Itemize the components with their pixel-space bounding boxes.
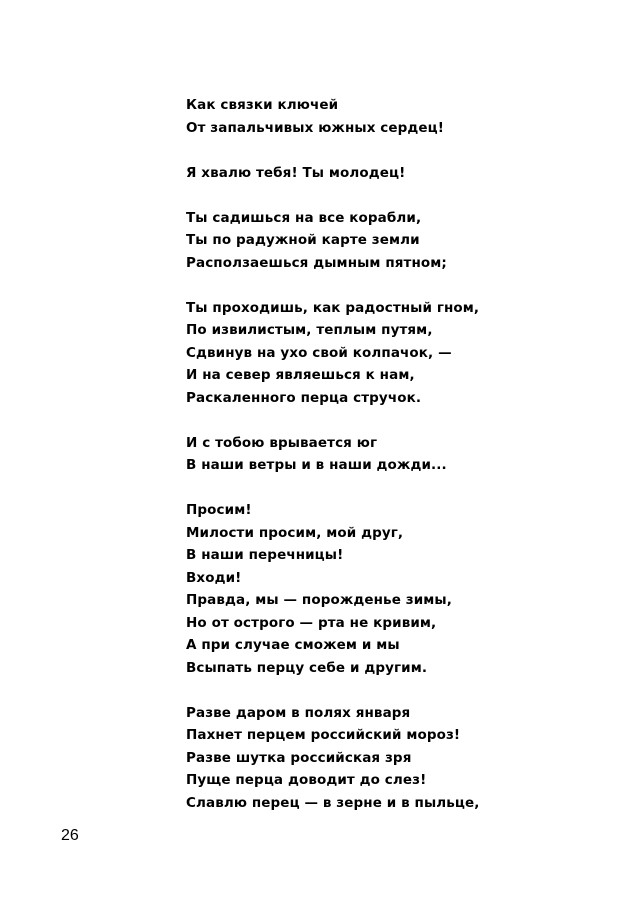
poem-line: В наши ветры и в наши дожди... xyxy=(186,457,447,473)
poem-line: Разве шутка российская зря xyxy=(186,749,412,766)
poem-line: Славлю перец — в зерне и в пыльце, xyxy=(186,794,480,811)
poem-line: Но от острого — рта не кривим, xyxy=(186,614,437,631)
poem-line: И с тобою врывается юг xyxy=(186,434,378,451)
poem-line: Разве даром в полях января xyxy=(186,704,411,721)
poem-line: Входи! xyxy=(186,569,242,586)
poem-line: Милости просим, мой друг, xyxy=(186,524,404,541)
page-number: 26 xyxy=(61,827,79,844)
poem-line: Я хвалю тебя! Ты молодец! xyxy=(186,164,406,181)
poem-stanza xyxy=(186,162,626,185)
poem-line: И на север являешься к нам, xyxy=(186,367,415,383)
poem-line: Расползаешься дымным пятном; xyxy=(186,254,447,271)
poem-line: От запальчивых южных сердец! xyxy=(186,119,445,136)
poem-line: Сдвинув на ухо свой колпачок, — xyxy=(186,344,452,361)
poem-line: Пахнет перцем российский мороз! xyxy=(186,727,461,743)
poem-line: Пуще перца доводит до слез! xyxy=(186,772,427,788)
poem-stanza xyxy=(186,499,626,679)
poem-line: В наши перечницы! xyxy=(186,547,344,563)
poem-text xyxy=(186,94,626,837)
poem-line: Раскаленного перца стручок. xyxy=(186,389,422,406)
poem-stanza xyxy=(186,702,626,815)
poem-line: По извилистым, теплым путям, xyxy=(186,322,433,338)
poem-line: Правда, мы — порожденье зимы, xyxy=(186,592,452,608)
poem-stanza xyxy=(186,297,626,410)
poem-line: Ты проходишь, как радостный гном, xyxy=(186,299,480,316)
poem-line: Ты по радужной карте земли xyxy=(186,232,420,248)
poem-line: Как связки ключей xyxy=(186,97,339,113)
poem-stanza xyxy=(186,432,626,477)
poem-line: Всыпать перцу себе и другим. xyxy=(186,659,428,676)
poem-stanza xyxy=(186,207,626,275)
poem-stanza xyxy=(186,94,626,139)
poem-line: А при случае сможем и мы xyxy=(186,637,400,653)
poem-line: Просим! xyxy=(186,502,252,518)
poem-line: Ты садишься на все корабли, xyxy=(186,209,422,226)
